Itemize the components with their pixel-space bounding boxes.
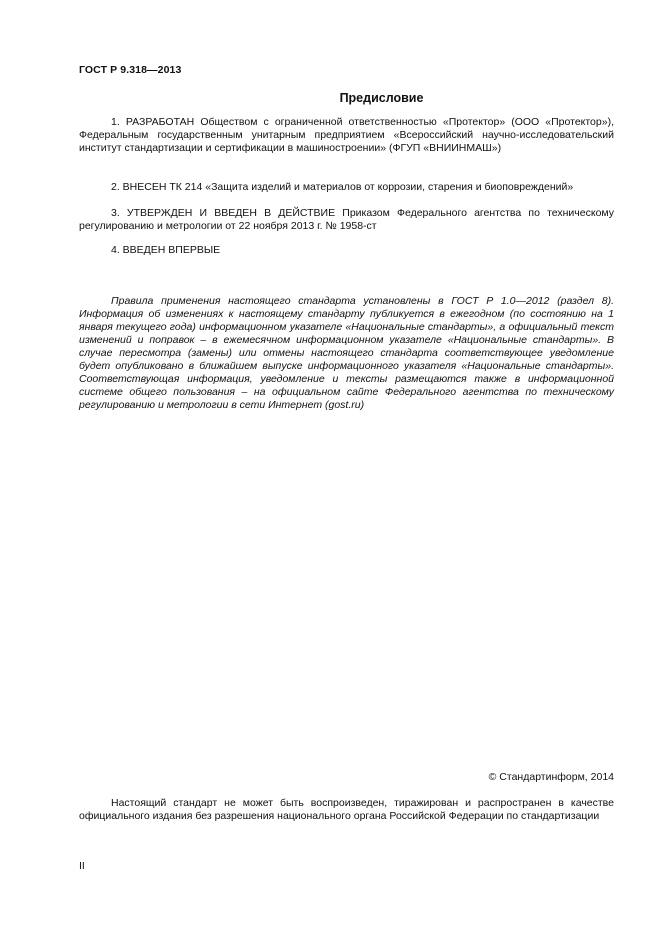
reproduction-notice: Настоящий стандарт не может быть воспроизведен, тиражирован и распространен в качестве официального издания без разрешения национального органа Российской Федерации по стандартизации [79, 797, 614, 822]
foreword-item-developed: 1. РАЗРАБОТАН Обществом с ограниченной ответственностью «Протектор» (ООО «Протектор»), Федеральным государственным унитарным предприятием «Всероссийский научно-исследовательский институт стандартизации и сертификации в машиностроении» (ФГУП «ВНИИНМАШ») [79, 116, 614, 154]
page-title: Предисловие [339, 91, 424, 105]
rules-note: Правила применения настоящего стандарта установлены в ГОСТ Р 1.0—2012 (раздел 8). Информация об изменениях к настоящему стандарту публикуется в ежегодном (по состоянию на 1 января текущего года) информационном указателе «Национальные стандарты», а официальный текст изменений и поправок – в ежемесячном информационном указателе «Национальные стандарты». В случае пересмотра (замены) или отмены настоящего стандарта соответствующее уведомление будет опубликовано в ближайшем выпуске информационного указателя «Национальные стандарты». Соответствующая информация, уведомление и тексты размещаются также в информационной системе общего пользования – на официальном сайте Федерального агентства по техническому регулированию и метрологии в сети Интернет (gost.ru) [79, 295, 614, 411]
foreword-item-first-introduced: 4. ВВЕДЕН ВПЕРВЫЕ [111, 244, 221, 256]
document-code: ГОСТ Р 9.318—2013 [79, 64, 182, 76]
foreword-item-introduced: 2. ВНЕСЕН ТК 214 «Защита изделий и материалов от коррозии, старения и биоповреждений» [111, 181, 574, 193]
foreword-item-approved: 3. УТВЕРЖДЕН И ВВЕДЕН В ДЕЙСТВИЕ Приказом Федерального агентства по техническому регулированию и метрологии от 22 ноября 2013 г. № 1958-ст [79, 207, 614, 232]
copyright: © Стандартинформ, 2014 [488, 771, 614, 783]
page-number: II [79, 860, 85, 872]
